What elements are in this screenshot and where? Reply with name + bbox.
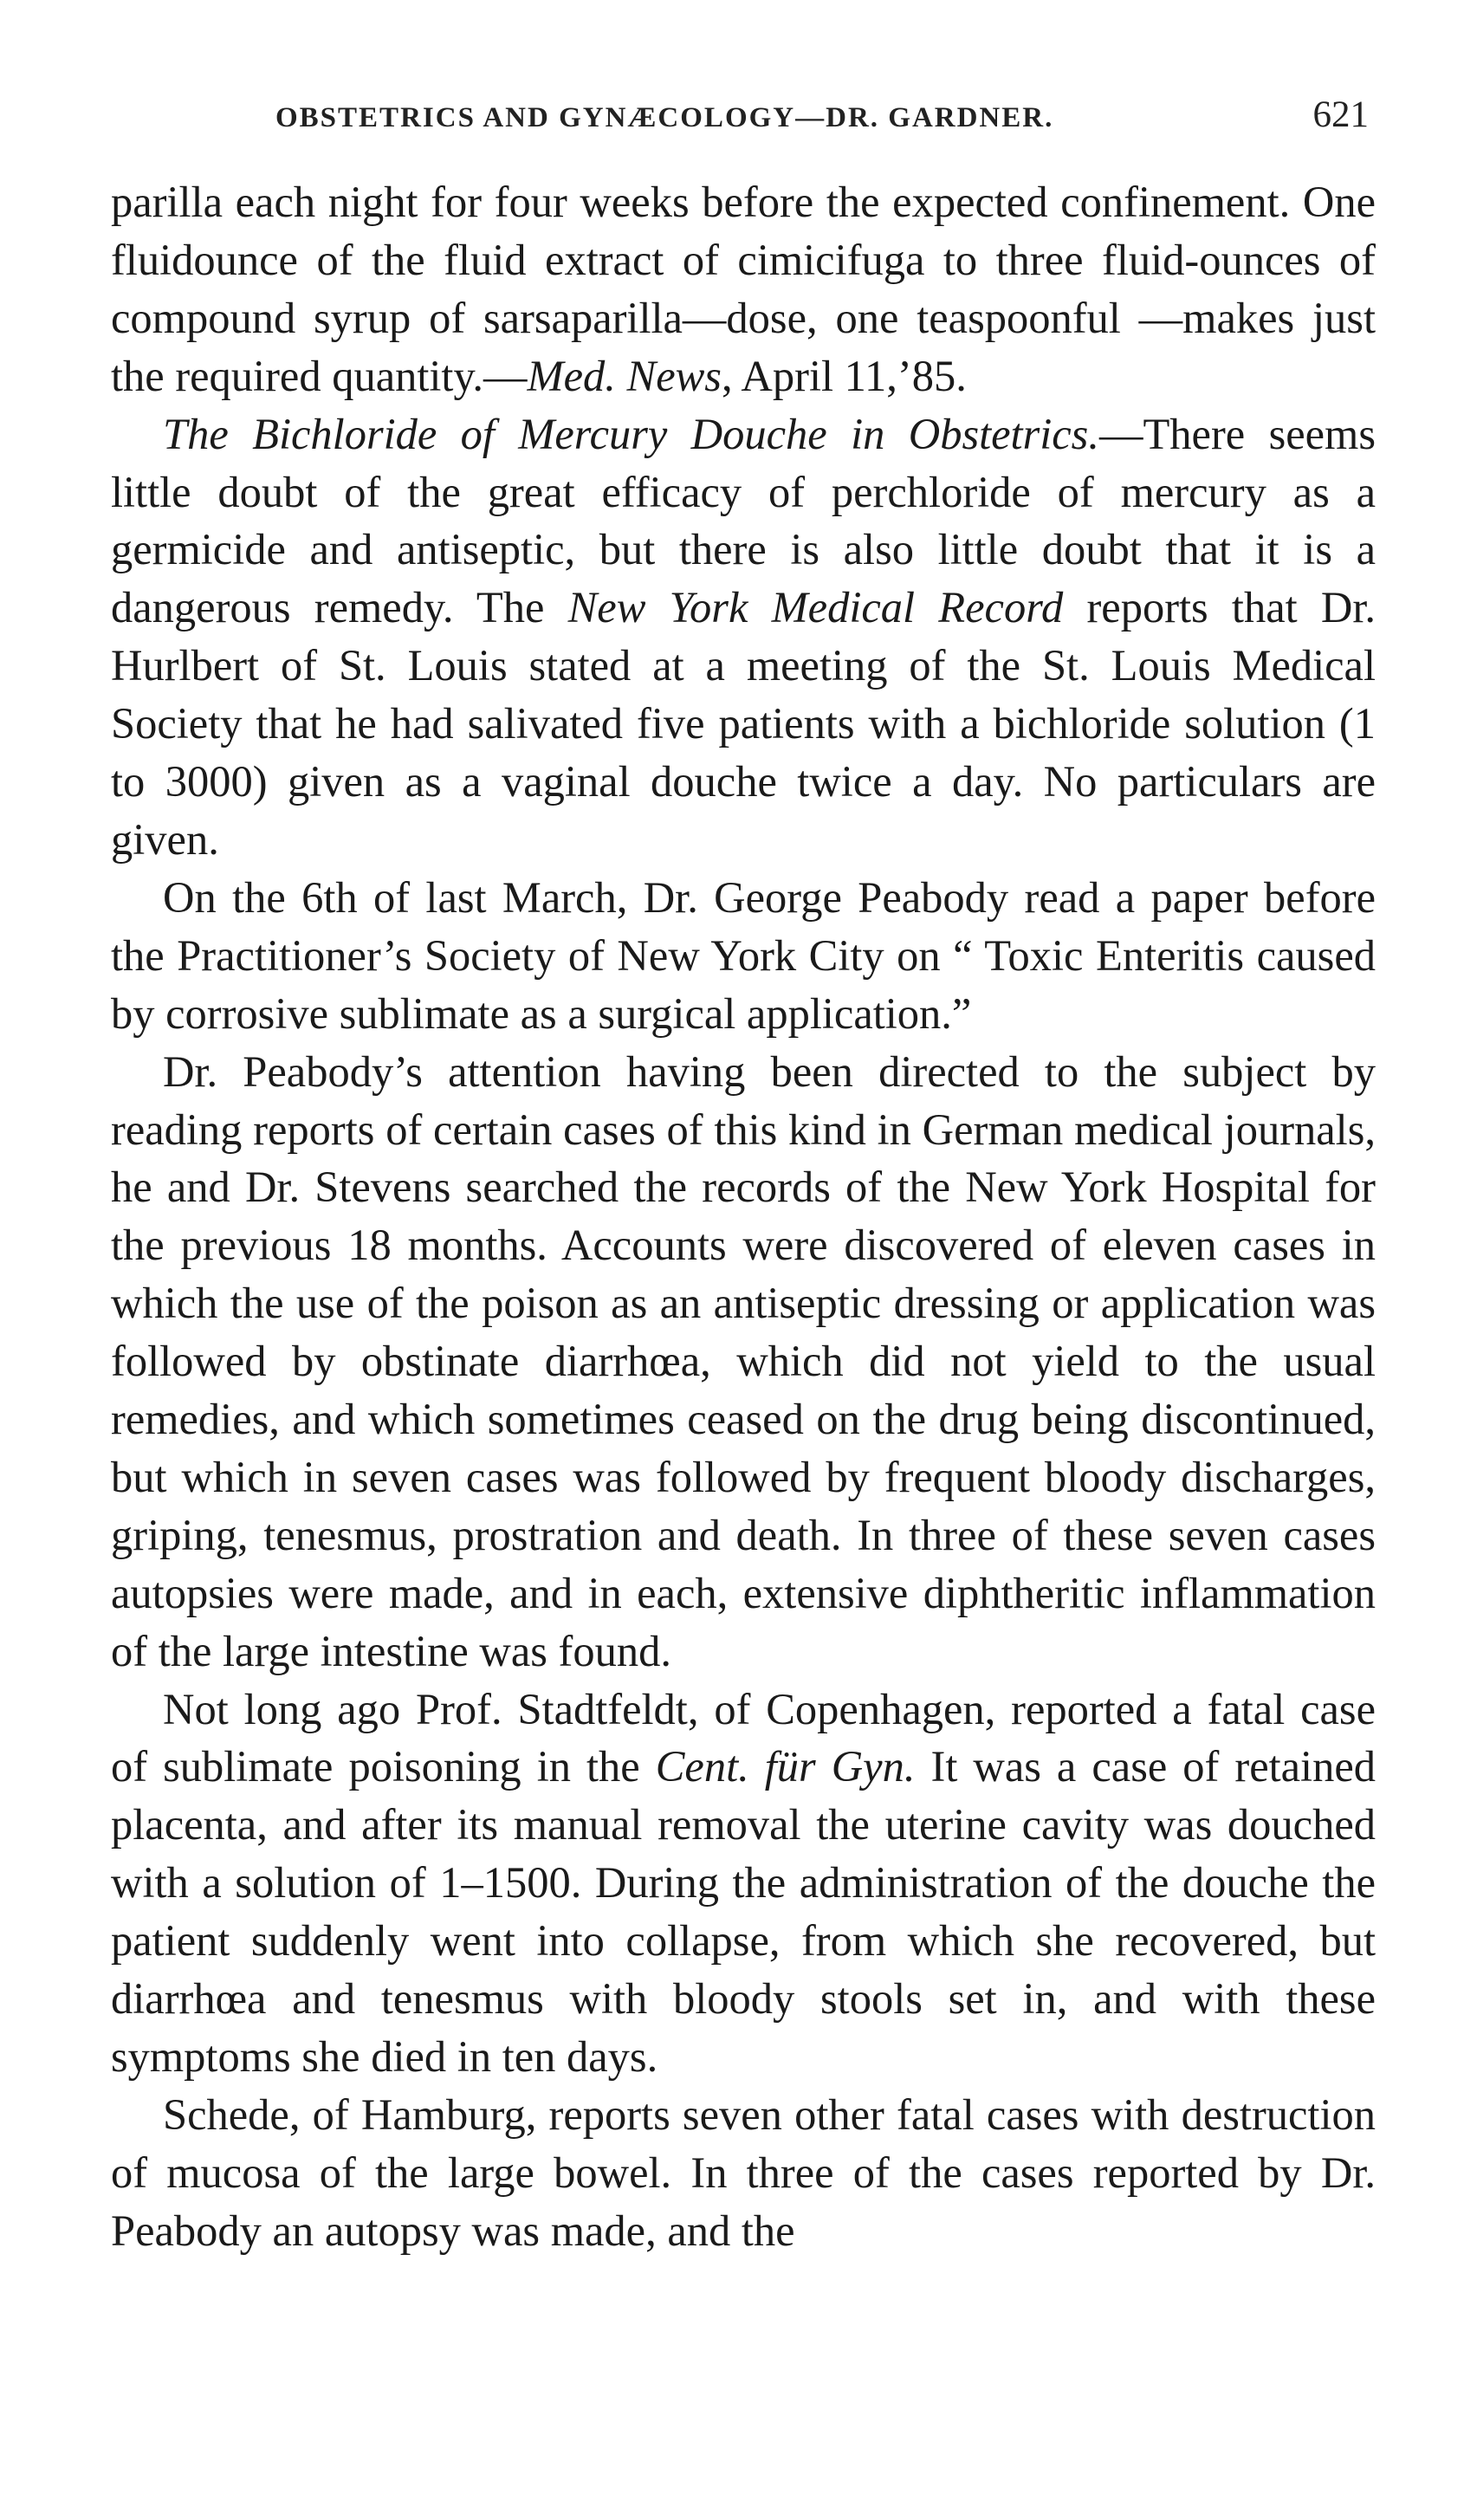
page-number: 621 <box>1312 94 1369 135</box>
citation-journal: New York Medical Record <box>567 583 1064 632</box>
text-run: Not long ago Prof. Stadtfeldt, of Copenhagen, reported a fatal case of sublimate poisoning in the <box>111 1684 1376 1791</box>
paragraph-peabody-cases <box>111 1043 1376 1681</box>
text-run: parilla each night for four weeks before the expected confinement. One fluidounce of the fluid extract of cimicifuga to three fluid-ounces of compound syrup of sarsaparilla—dose, one teaspoonful —makes just the required quantity.— <box>111 178 1376 400</box>
paragraph-bichloride <box>111 405 1376 869</box>
text-run: Schede, of Hamburg, reports seven other fatal cases with destruction of mucosa of the large bowel. In three of the cases reported by Dr. Peabody an autopsy was made, and the <box>111 2089 1376 2255</box>
paragraph-continuation <box>111 173 1376 405</box>
paragraph-schede <box>111 2086 1376 2260</box>
text-run: Dr. Peabody’s attention having been directed to the subject by reading reports of certain cases of this kind in German medical journals, he and Dr. Stevens searched the records of the New York Hospital for the previous 18 months. Accounts were discovered of eleven cases in which the use of the poison as an antiseptic dressing or application was followed by obstinate diarrhœa, which did not yield to the usual remedies, and which sometimes ceased on the drug being discontinued, but which in seven cases was followed by frequent bloody discharges, griping, tenesmus, prostration and death. In three of these seven cases autopsies were made, and in each, extensive diphtheritic inflammation of the large intestine was found. <box>111 1046 1376 1675</box>
text-run: —There seems little doubt of the great efficacy of perchloride of mercury as a germicide and antiseptic, but there is also little doubt that it is a dangerous remedy. The <box>111 409 1376 632</box>
citation-journal: Cent. für Gyn. <box>655 1742 916 1791</box>
running-title: OBSTETRICS AND GYNÆCOLOGY—DR. GARDNER. <box>275 102 1054 133</box>
running-head <box>111 94 1369 146</box>
text-run: reports that Dr. Hurlbert of St. Louis stated at a meeting of the St. Louis Medical Society that he had salivated five patients with a bichloride solution (1 to 3000) given as a vaginal douche twice a day. No particulars are given. <box>111 583 1376 864</box>
section-heading: The Bichloride of Mercury Douche in Obstetrics. <box>163 409 1099 458</box>
citation-journal: Med. News <box>527 351 722 400</box>
text-run: It was a case of retained placenta, and after its manual removal the uterine cavity was douched with a solution of 1–1500. During the administration of the douche the patient suddenly went into collapse, from which she recovered, but diarrhœa and tenesmus with bloody stools set in, and with these symptoms she died in ten days. <box>111 1742 1377 2081</box>
paragraph-stadtfeldt <box>111 1681 1376 2086</box>
body-text <box>111 173 1376 2260</box>
paragraph-peabody-paper <box>111 869 1376 1043</box>
text-run: , April 11,’85. <box>721 351 967 400</box>
text-run: On the 6th of last March, Dr. George Peabody read a paper before the Practitioner’s Society of New York City on “ Toxic Enteritis caused by corrosive sublimate as a surgical application.” <box>111 872 1376 1038</box>
